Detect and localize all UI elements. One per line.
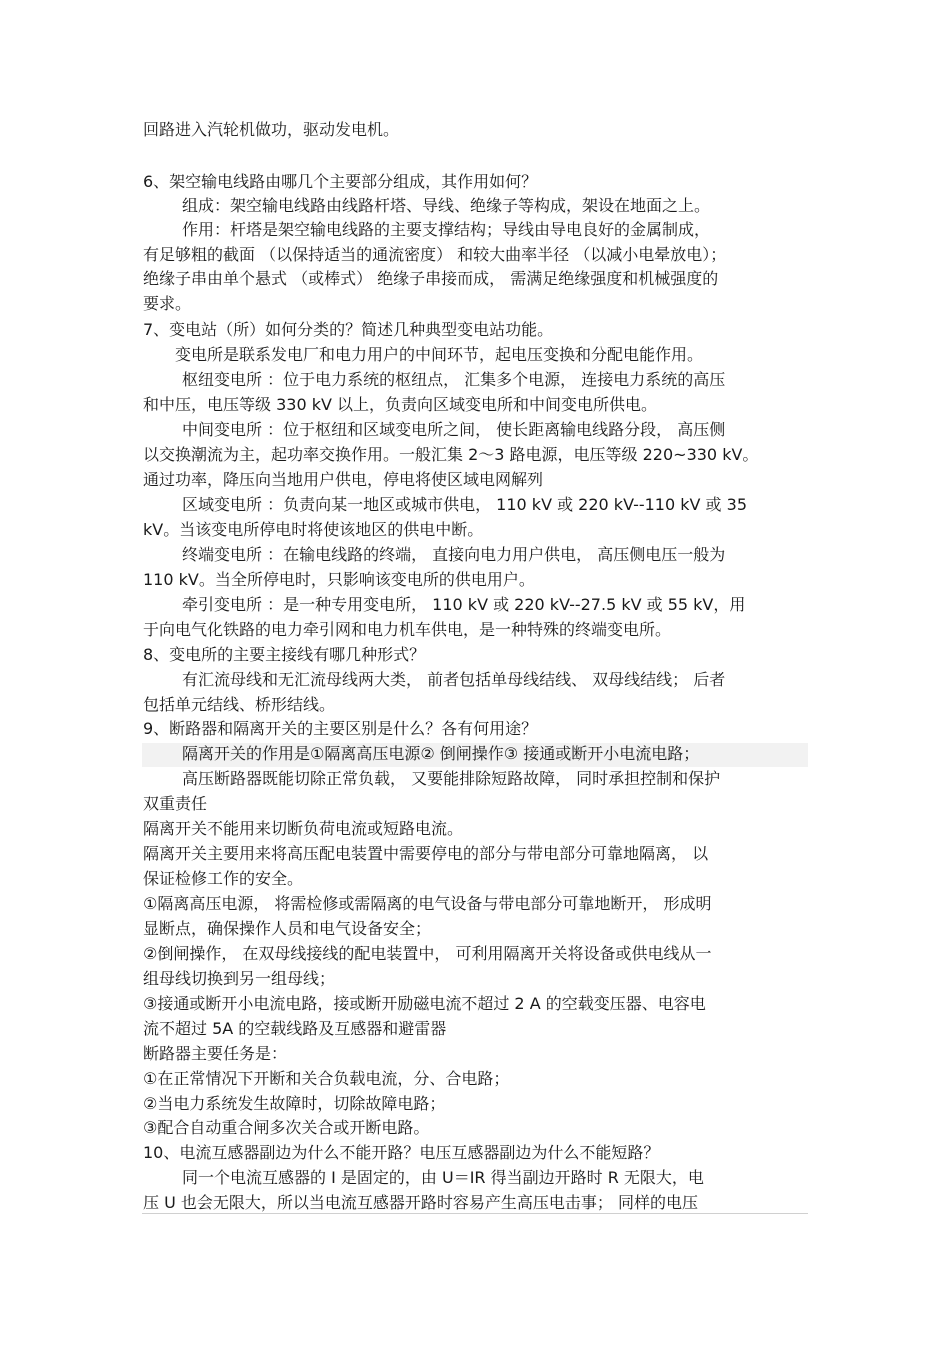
text-line: 组母线切换到另一组母线； (143, 969, 336, 988)
text-line: 中间变电所 ：位于枢纽和区域变电所之间， 使长距离输电线路分段， 高压侧 (182, 420, 726, 439)
text-line: 要求。 (143, 294, 192, 313)
text-line: 组成：架空输电线路由线路杆塔、导线、绝缘子等构成，架设在地面之上。 (182, 196, 711, 215)
text-line: ③配合自动重合闸多次关合或开断电路。 (143, 1118, 430, 1137)
bottom-rule (142, 1213, 808, 1214)
text-line: 以交换潮流为主，起功率交换作用。一般汇集 2～3 路电源，电压等级 220~330 kV。 (143, 445, 759, 464)
text-line: 显断点，确保操作人员和电气设备安全； (143, 919, 432, 938)
text-line: 枢纽变电所 ：位于电力系统的枢纽点， 汇集多个电源， 连接电力系统的高压 (182, 370, 726, 389)
question-heading: 8、变电所的主要主接线有哪几种形式？ (143, 645, 426, 664)
question-heading: 9、断路器和隔离开关的主要区别是什么？各有何用途？ (143, 719, 538, 738)
text-line: 双重责任 (143, 794, 208, 813)
text-line: 高压断路器既能切除正常负载， 又要能排除短路故障， 同时承担控制和保护 (182, 769, 721, 788)
text-line: ①隔离高压电源， 将需检修或需隔离的电气设备与带电部分可靠地断开， 形成明 (143, 894, 712, 913)
text-line: 回路进入汽轮机做功，驱动发电机。 (143, 120, 400, 139)
text-line: 隔离开关主要用来将高压配电装置中需要停电的部分与带电部分可靠地隔离， 以 (143, 844, 709, 863)
text-line: 压 U 也会无限大，所以当电流互感器开路时容易产生高压电击事； 同样的电压 (143, 1193, 698, 1212)
highlighted-line: 隔离开关的作用是①隔离高压电源② 倒闸操作③ 接通或断开小电流电路； (142, 743, 808, 767)
text-line: 变电所是联系发电厂和电力用户的中间环节，起电压变换和分配电能作用。 (175, 345, 704, 364)
text-line: 断路器主要任务是： (143, 1044, 288, 1063)
text-line: ①在正常情况下开断和关合负载电流，分、合电路； (143, 1069, 510, 1088)
text-line: 保证检修工作的安全。 (143, 869, 304, 888)
text-line: 110 kV。当全所停电时，只影响该变电所的供电用户。 (143, 570, 535, 589)
text-line: 和中压，电压等级 330 kV 以上，负责向区域变电所和中间变电所供电。 (143, 395, 658, 414)
text-line: 区域变电所 ：负责向某一地区或城市供电， 110 kV 或 220 kV--110 kV 或 35 (182, 495, 747, 514)
text-line: kV。当该变电所停电时将使该地区的供电中断。 (143, 520, 484, 539)
text-line: 流不超过 5A 的空载线路及互感器和避雷器 (143, 1019, 447, 1038)
question-heading: 6、架空输电线路由哪几个主要部分组成，其作用如何？ (143, 172, 538, 191)
text-line: 作用：杆塔是架空输电线路的主要支撑结构；导线由导电良好的金属制成， (182, 220, 711, 239)
text-line: 隔离开关不能用来切断负荷电流或短路电流。 (143, 819, 464, 838)
question-heading: 10、电流互感器副边为什么不能开路？电压互感器副边为什么不能短路？ (143, 1143, 660, 1162)
text-line: 终端变电所 ：在输电线路的终端， 直接向电力用户供电， 高压侧电压一般为 (182, 545, 726, 564)
text-line: 于向电气化铁路的电力牵引网和电力机车供电，是一种特殊的终端变电所。 (143, 620, 672, 639)
text-line: ③接通或断开小电流电路，接或断开励磁电流不超过 2 A 的空载变压器、电容电 (143, 994, 706, 1013)
text-line: 有汇流母线和无汇流母线两大类， 前者包括单母线结线、 双母线结线； 后者 (182, 670, 726, 689)
text-line: 通过功率，降压向当地用户供电，停电将使区域电网解列 (143, 470, 544, 489)
text-line: 有足够粗的截面 （以保持适当的通流密度） 和较大曲率半径 （以减小电晕放电）； (143, 245, 727, 264)
text-line: 绝缘子串由单个悬式 （或棒式） 绝缘子串接而成， 需满足绝缘强度和机械强度的 (143, 269, 719, 288)
text-line: 牵引变电所 ：是一种专用变电所， 110 kV 或 220 kV--27.5 kV 或 55 kV，用 (182, 595, 746, 614)
question-heading: 7、变电站（所）如何分类的？简述几种典型变电站功能。 (143, 320, 554, 339)
text-line: ②当电力系统发生故障时，切除故障电路； (143, 1094, 446, 1113)
text-line: 同一个电流互感器的 I 是固定的，由 U＝IR 得当副边开路时 R 无限大，电 (182, 1168, 704, 1187)
text-line: ②倒闸操作， 在双母线接线的配电装置中， 可利用隔离开关将设备或供电线从一 (143, 944, 712, 963)
text-line: 包括单元结线、桥形结线。 (143, 695, 336, 714)
